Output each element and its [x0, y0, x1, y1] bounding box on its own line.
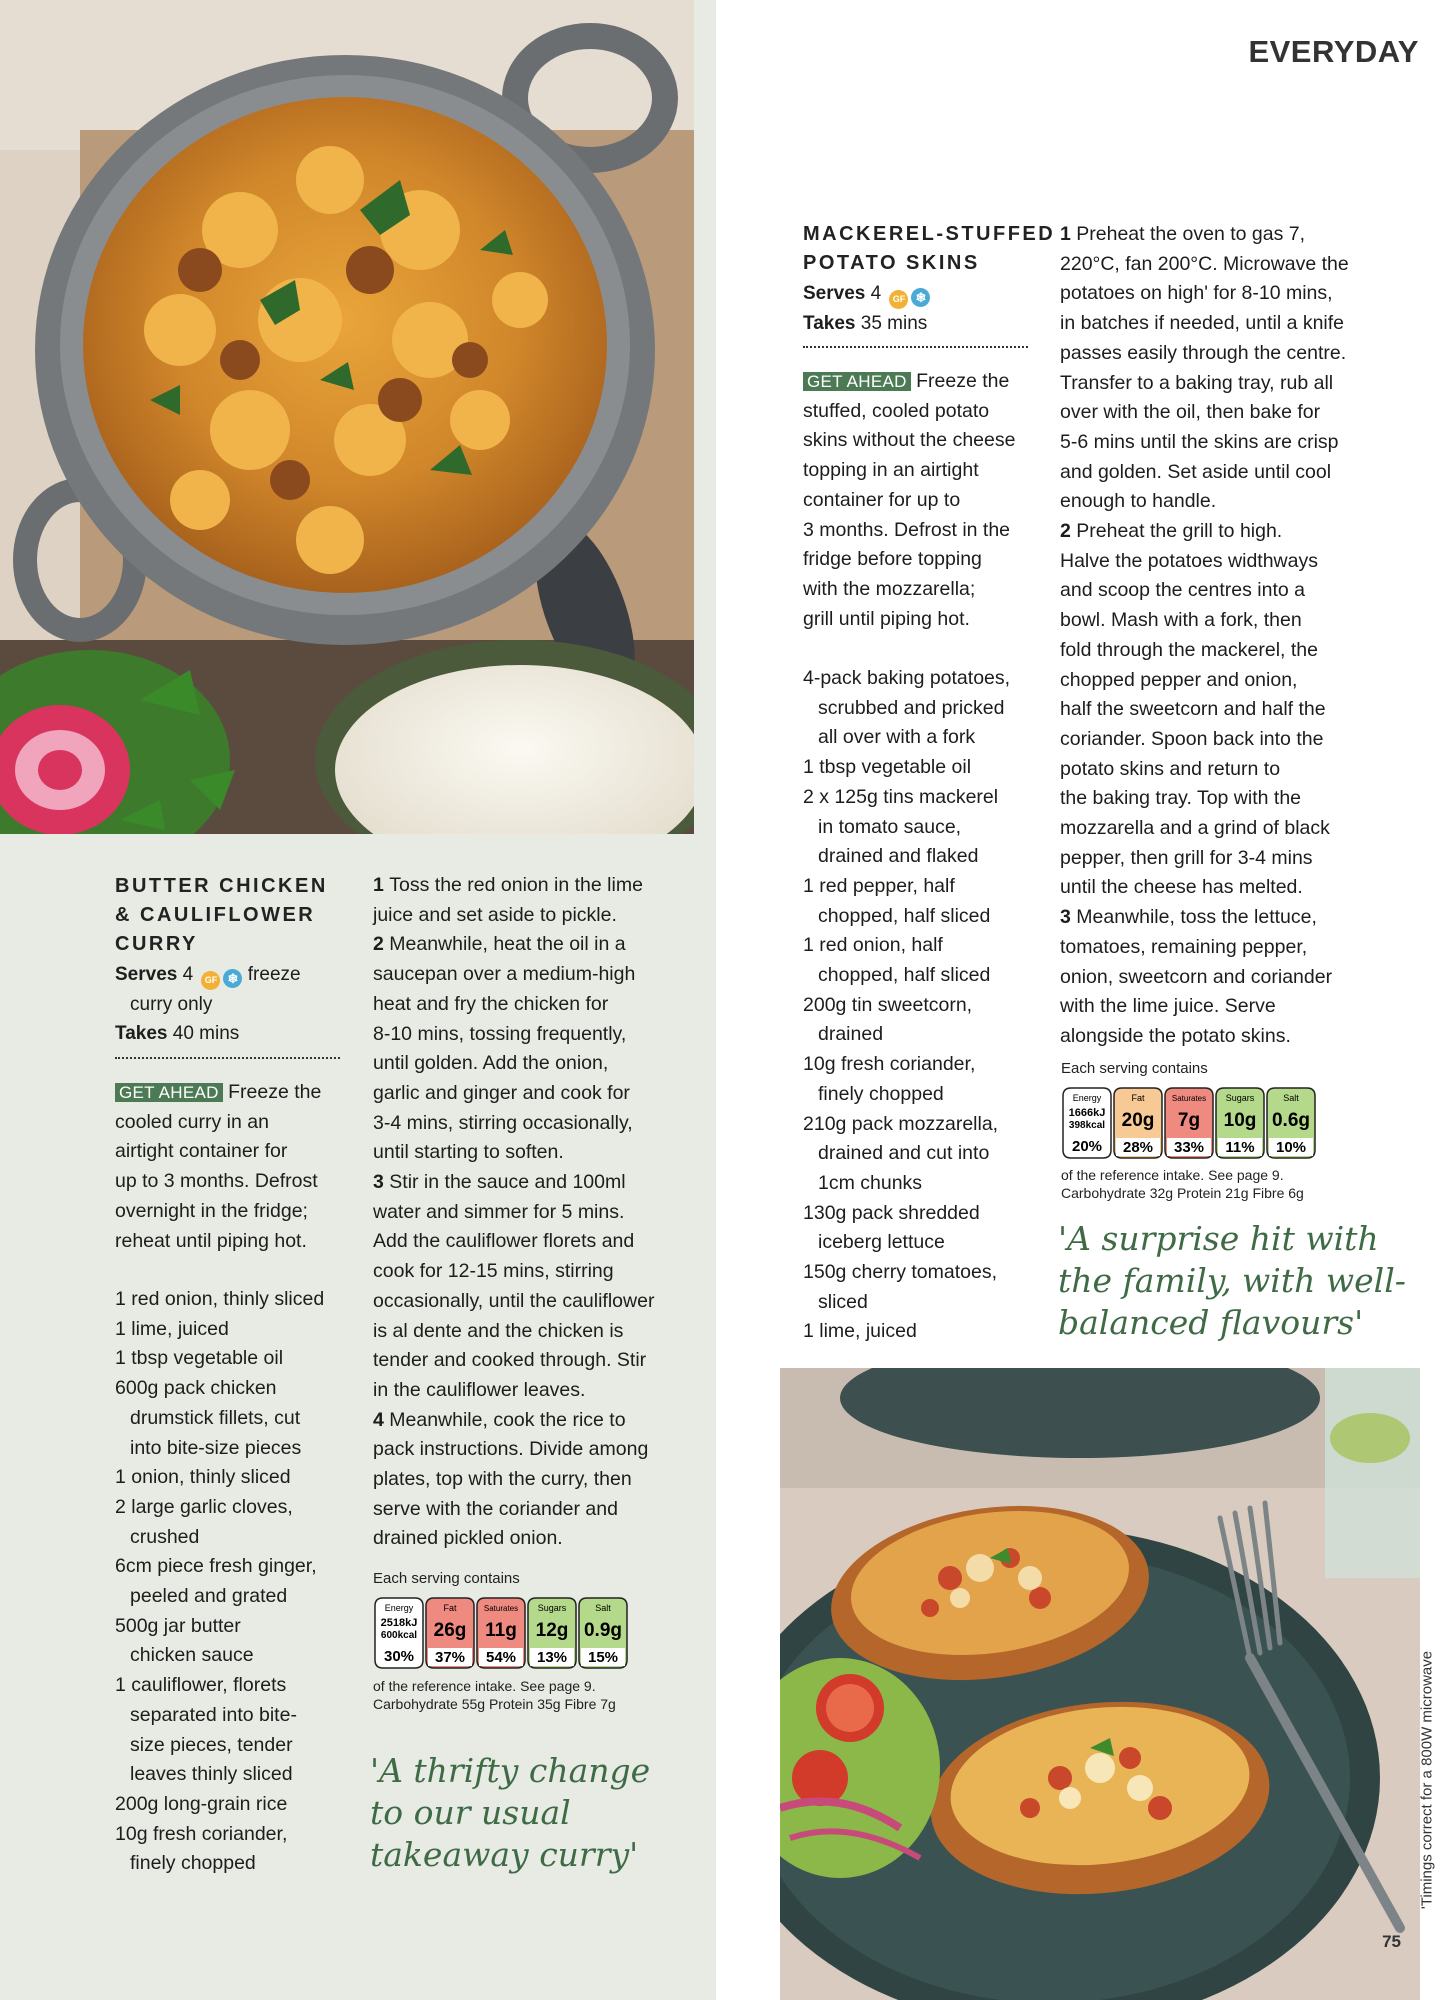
method-line [1060, 903, 1390, 933]
recipe2-get-ahead [803, 367, 1053, 634]
ingredient-item [115, 1493, 365, 1552]
method-line: onion, sweetcorn and coriander [1060, 965, 1333, 988]
ingredient-text: 6cm piece fresh ginger, [115, 1555, 317, 1578]
ingredient-text: 4-pack baking potatoes, [803, 667, 1011, 689]
get-ahead-text: up to 3 months. Defrost [115, 1170, 318, 1193]
method-line [1060, 220, 1390, 250]
method-line: water and simmer for 5 mins. [373, 1200, 625, 1223]
method-line: Add the cauliflower florets and [373, 1230, 635, 1253]
recipe1-serves-label: Serves [115, 964, 178, 985]
recipe1-get-ahead [115, 1078, 365, 1256]
recipe1-serves [115, 960, 365, 1048]
recipe2-title-line: POTATO SKINS [803, 252, 980, 274]
recipe2-quote [1058, 1218, 1408, 1344]
nutri-sug-pct: 11% [1225, 1139, 1255, 1156]
ingredient-text: chopped, half sliced [818, 904, 991, 927]
ingredient-text: leaves thinly sliced [130, 1763, 293, 1786]
nutri-salt-value: 0.6g [1271, 1110, 1311, 1131]
method-line: garlic and ginger and cook for [373, 1081, 630, 1104]
method-line [373, 1168, 703, 1198]
method-line: passes easily through the centre. [1060, 341, 1347, 364]
nutri-energy-label: Energy [1072, 1093, 1102, 1103]
ingredient-text: 200g long-grain rice [115, 1792, 288, 1815]
traffic-light-nutrition-svg [373, 1596, 633, 1670]
nutri-energy [1063, 1088, 1111, 1158]
ingredient-item [115, 1820, 365, 1879]
get-ahead-text: topping in an airtight [803, 459, 979, 482]
step-text: Preheat the grill to high. [1076, 520, 1283, 543]
ingredient-text: 1 lime, juiced [115, 1317, 229, 1340]
ingredient-text: 210g pack mozzarella, [803, 1112, 999, 1135]
method-line: pepper, then grill for 3-4 mins [1060, 846, 1313, 869]
ingredient-item [115, 1552, 365, 1611]
ingredient-text: peeled and grated [130, 1585, 288, 1608]
microwave-timing-note-text: 'Timings correct for a 800W microwave [1418, 1650, 1436, 1910]
method-line: chopped pepper and onion, [1060, 668, 1298, 691]
recipe1-takes-value: 40 mins [172, 1023, 240, 1044]
nutri-sugars [528, 1598, 576, 1668]
quote-line: 'A thrifty change [370, 1751, 651, 1790]
nutri-fat-value: 20g [1121, 1110, 1155, 1131]
ingredient-text: chicken sauce [130, 1644, 254, 1667]
method-line: over with the oil, then bake for [1060, 401, 1321, 424]
ingredient-text: 1 red onion, thinly sliced [115, 1288, 325, 1310]
method-line: and golden. Set aside until cool [1060, 460, 1332, 483]
method-line: until golden. Add the onion, [373, 1052, 609, 1075]
recipe1-quote [370, 1750, 700, 1876]
nutri-sat-label: Saturates [1171, 1094, 1207, 1103]
method-line: until the cheese has melted. [1060, 876, 1303, 899]
recipe1-serves-value: 4 [182, 964, 194, 985]
method-line: 3-4 mins, stirring occasionally, [373, 1111, 633, 1134]
ingredient-text: sliced [818, 1290, 868, 1313]
method-line [373, 930, 703, 960]
step-number: 1 [373, 874, 390, 896]
nutrition-footer-line: of the reference intake. See page 9. [1061, 1167, 1284, 1183]
page-number: 75 [1382, 1932, 1401, 1951]
ingredient-text: scrubbed and pricked [818, 696, 1005, 719]
ingredient-item [803, 1258, 1053, 1317]
method-line [373, 871, 703, 901]
nutri-sug-label: Sugars [1225, 1093, 1255, 1103]
nutri-fat-pct: 28% [1122, 1139, 1154, 1156]
step-text: Meanwhile, cook the rice to [389, 1408, 626, 1431]
ingredient-text: 500g jar butter [115, 1614, 241, 1637]
ingredient-text: 1 lime, juiced [803, 1320, 917, 1343]
get-ahead-text: airtight container for [115, 1140, 288, 1163]
nutri-sat-value: 11g [485, 1620, 517, 1641]
method-line: until starting to soften. [373, 1141, 564, 1164]
method-line: potatoes on high' for 8-10 mins, [1060, 282, 1333, 305]
ingredient-text: crushed [130, 1525, 200, 1548]
quote-line: takeaway curry' [370, 1835, 639, 1874]
method-line: juice and set aside to pickle. [373, 903, 617, 926]
get-ahead-text: reheat until piping hot. [115, 1229, 307, 1252]
recipe2-nutrition-heading: Each serving contains [1061, 1060, 1208, 1077]
ingredient-item [115, 1315, 365, 1345]
ingredient-text: 1 tbsp vegetable oil [803, 756, 972, 779]
nutri-sug-pct: 13% [536, 1649, 568, 1666]
nutri-sug-value: 12g [535, 1620, 569, 1641]
nutri-fat-value: 26g [433, 1620, 467, 1641]
ingredient-text: chopped, half sliced [818, 964, 991, 987]
step-number: 3 [1060, 906, 1077, 929]
gluten-free-badge-icon: GF [201, 971, 220, 990]
method-line: heat and fry the chicken for [373, 992, 609, 1015]
method-line: Transfer to a baking tray, rub all [1060, 371, 1334, 394]
quote-line: the family, with well- [1058, 1261, 1406, 1300]
method-line: tomatoes, remaining pepper, [1060, 935, 1308, 958]
recipe2-method [1060, 220, 1390, 1052]
nutri-energy-kj: 1666kJ [1068, 1107, 1106, 1119]
get-ahead-label: GET AHEAD [115, 1083, 223, 1102]
ingredient-text: 1 tbsp vegetable oil [115, 1347, 284, 1370]
nutri-energy-pct: 20% [1071, 1138, 1103, 1155]
ingredient-text: 130g pack shredded [803, 1201, 980, 1224]
nutri-energy-kcal: 398kcal [1068, 1120, 1106, 1131]
potato-skins-photo [780, 1368, 1420, 2000]
method-line: 5-6 mins until the skins are crisp [1060, 430, 1339, 453]
nutri-fat [1114, 1088, 1162, 1158]
ingredient-item [803, 991, 1053, 1050]
ingredient-text: 150g cherry tomatoes, [803, 1261, 998, 1284]
nutri-saturates [477, 1598, 525, 1668]
get-ahead-text: with the mozzarella; [803, 577, 976, 600]
nutri-sugars [1216, 1088, 1264, 1158]
nutri-energy-label: Energy [384, 1603, 414, 1613]
get-ahead-label: GET AHEAD [803, 372, 911, 391]
ingredient-text: finely chopped [818, 1082, 944, 1105]
nutri-energy [375, 1598, 423, 1668]
step-number: 2 [1060, 520, 1077, 543]
quote-line: balanced flavours' [1058, 1303, 1364, 1342]
method-line: saucepan over a medium-high [373, 963, 636, 986]
recipe2-ingredient-list [803, 664, 1053, 1347]
nutri-salt-pct: 10% [1275, 1139, 1307, 1156]
ingredient-text: 200g tin sweetcorn, [803, 993, 973, 1016]
recipe1-title-line: CURRY [115, 933, 198, 955]
step-number: 1 [1060, 223, 1077, 245]
nutri-salt-label: Salt [595, 1603, 611, 1613]
nutri-energy-pct: 30% [383, 1648, 415, 1665]
recipe2-takes-label: Takes [803, 313, 856, 334]
ingredient-item [115, 1285, 365, 1315]
butter-chicken-curry-photo [0, 0, 694, 834]
get-ahead-text: cooled curry in an [115, 1110, 269, 1133]
step-text: Meanwhile, toss the lettuce, [1076, 906, 1317, 929]
nutri-energy-kj: 2518kJ [380, 1617, 418, 1629]
nutri-salt-pct: 15% [587, 1649, 619, 1666]
ingredient-item [115, 1671, 365, 1790]
method-line: with the lime juice. Serve [1060, 995, 1276, 1018]
method-line: enough to handle. [1060, 490, 1217, 513]
nutri-fat [426, 1598, 474, 1668]
method-line: serve with the coriander and [373, 1497, 618, 1520]
microwave-timing-note [1417, 1570, 1437, 1990]
nutri-salt-label: Salt [1283, 1093, 1299, 1103]
step-text: Preheat the oven to gas 7, [1076, 223, 1306, 245]
ingredient-text: 2 large garlic cloves, [115, 1495, 293, 1518]
recipe2-title [803, 220, 1063, 278]
quote-line: 'A surprise hit with [1058, 1219, 1379, 1258]
quote-line: to our usual [370, 1793, 571, 1832]
recipe2-nutrition-label [1061, 1086, 1321, 1160]
method-line: and scoop the centres into a [1060, 579, 1305, 602]
ingredient-item [803, 931, 1053, 990]
nutri-sug-value: 10g [1223, 1110, 1257, 1131]
ingredient-item [803, 872, 1053, 931]
method-line: plates, top with the curry, then [373, 1468, 632, 1491]
ingredient-text: separated into bite- [130, 1703, 297, 1726]
method-line: in the cauliflower leaves. [373, 1378, 586, 1401]
recipe1-ingredient-list [115, 1285, 365, 1879]
method-line: mozzarella and a grind of black [1060, 817, 1330, 840]
method-line: alongside the potato skins. [1060, 1024, 1291, 1047]
ingredient-text: 2 x 125g tins mackerel [803, 785, 999, 808]
get-ahead-text: Freeze the [228, 1081, 322, 1103]
nutri-sat-pct: 54% [485, 1649, 517, 1666]
get-ahead-text: skins without the cheese [803, 429, 1016, 452]
nutri-fat-label: Fat [443, 1603, 457, 1613]
get-ahead-text: stuffed, cooled potato [803, 399, 990, 422]
recipe1-takes-label: Takes [115, 1023, 168, 1044]
ingredient-item [803, 1317, 1053, 1347]
recipe1-freeze-note: freeze [247, 964, 301, 985]
section-label: EVERYDAY [1248, 34, 1419, 69]
ingredient-text: drained [818, 1023, 884, 1046]
recipe2-nutrition-footer [1061, 1166, 1304, 1202]
get-ahead-text: Freeze the [916, 370, 1010, 392]
ingredient-text: all over with a fork [818, 726, 976, 749]
nutrition-footer-line: Carbohydrate 32g Protein 21g Fibre 6g [1061, 1185, 1304, 1201]
method-line: 8-10 mins, tossing frequently, [373, 1022, 627, 1045]
get-ahead-text: fridge before topping [803, 548, 982, 571]
recipe2-serves [803, 279, 1053, 338]
nutri-salt [1267, 1088, 1315, 1158]
snowflake-freeze-icon: ❄ [911, 288, 930, 307]
nutri-sat-label: Saturates [483, 1604, 519, 1613]
method-line: is al dente and the chicken is [373, 1319, 624, 1342]
nutri-fat-label: Fat [1131, 1093, 1145, 1103]
recipe1-title-line: & CAULIFLOWER [115, 904, 316, 926]
method-line: drained pickled onion. [373, 1527, 563, 1550]
ingredient-text: 1 cauliflower, florets [115, 1674, 287, 1697]
ingredient-item [115, 1790, 365, 1820]
nutri-fat-pct: 37% [434, 1649, 466, 1666]
method-line: Halve the potatoes widthways [1060, 549, 1318, 572]
ingredient-item [803, 1110, 1053, 1199]
get-ahead-text: container for up to [803, 488, 961, 511]
recipe2-takes-value: 35 mins [860, 313, 928, 334]
ingredient-text: into bite-size pieces [130, 1436, 302, 1459]
ingredient-text: size pieces, tender [130, 1733, 293, 1756]
recipe2-serves-label: Serves [803, 283, 866, 304]
recipe1-nutrition-label [373, 1596, 633, 1670]
ingredient-text: 10g fresh coriander, [803, 1053, 976, 1076]
ingredient-item [115, 1612, 365, 1671]
recipe2-title-line: MACKEREL-STUFFED [803, 223, 1056, 245]
ingredient-item [803, 1199, 1053, 1258]
ingredient-item [115, 1374, 365, 1463]
nutri-energy-kcal: 600kcal [380, 1630, 418, 1641]
nutrition-footer-line: of the reference intake. See page 9. [373, 1678, 596, 1694]
method-line: fold through the mackerel, the [1060, 638, 1318, 661]
ingredient-text: 600g pack chicken [115, 1377, 277, 1400]
method-line [373, 1406, 703, 1436]
nutri-saturates [1165, 1088, 1213, 1158]
ingredient-text: 1 onion, thinly sliced [115, 1466, 291, 1489]
ingredient-text: 1 red onion, half [803, 934, 943, 957]
ingredient-item [803, 664, 1053, 753]
recipe1-title-line: BUTTER CHICKEN [115, 875, 328, 897]
step-number: 4 [373, 1408, 390, 1431]
recipe1-dotted-divider [115, 1057, 340, 1059]
recipe1-method [373, 871, 703, 1554]
method-line: cook for 12-15 mins, stirring [373, 1260, 614, 1283]
ingredient-text: drained and cut into [818, 1142, 990, 1165]
recipe1-nutrition-footer [373, 1677, 616, 1713]
nutri-salt-value: 0.9g [583, 1620, 623, 1641]
method-line: half the sweetcorn and half the [1060, 698, 1326, 721]
method-line: the baking tray. Top with the [1060, 787, 1302, 810]
ingredient-text: iceberg lettuce [818, 1231, 945, 1254]
ingredient-text: drained and flaked [818, 845, 979, 868]
recipe1-freeze-note-2: curry only [130, 994, 213, 1015]
get-ahead-text: grill until piping hot. [803, 607, 970, 630]
step-number: 2 [373, 933, 390, 956]
get-ahead-text: 3 months. Defrost in the [803, 518, 1011, 541]
nutri-sat-pct: 33% [1173, 1139, 1205, 1156]
recipe2-serves-value: 4 [870, 283, 882, 304]
step-text: Meanwhile, heat the oil in a [389, 933, 626, 956]
step-text: Stir in the sauce and 100ml [389, 1171, 626, 1194]
ingredient-item [115, 1344, 365, 1374]
recipe1-title [115, 872, 365, 959]
ingredient-item [803, 783, 1053, 872]
ingredient-text: 1cm chunks [818, 1171, 923, 1194]
method-line: bowl. Mash with a fork, then [1060, 609, 1302, 632]
method-line: 220°C, fan 200°C. Microwave the [1060, 252, 1349, 275]
ingredient-text: finely chopped [130, 1852, 256, 1875]
method-line: coriander. Spoon back into the [1060, 727, 1324, 750]
method-line: in batches if needed, until a knife [1060, 312, 1345, 335]
method-line: pack instructions. Divide among [373, 1438, 649, 1461]
traffic-light-nutrition-svg [1061, 1086, 1321, 1160]
nutri-salt [579, 1598, 627, 1668]
curry-photo-illustration [0, 0, 694, 834]
ingredient-text: 1 red pepper, half [803, 874, 955, 897]
nutri-sug-label: Sugars [537, 1603, 567, 1613]
gluten-free-badge-icon: GF [889, 290, 908, 309]
ingredient-item [803, 753, 1053, 783]
nutrition-footer-line: Carbohydrate 55g Protein 35g Fibre 7g [373, 1696, 616, 1712]
method-line: potato skins and return to [1060, 757, 1281, 780]
ingredient-item [803, 1050, 1053, 1109]
ingredient-text: drumstick fillets, cut [130, 1406, 301, 1429]
potato-photo-illustration [780, 1368, 1420, 2000]
ingredient-item [115, 1463, 365, 1493]
method-line: tender and cooked through. Stir [373, 1349, 647, 1372]
nutri-sat-value: 7g [1177, 1110, 1201, 1131]
step-number: 3 [373, 1171, 390, 1194]
recipe2-dotted-divider [803, 346, 1028, 348]
method-line [1060, 517, 1390, 547]
get-ahead-text: overnight in the fridge; [115, 1199, 308, 1222]
ingredient-text: 10g fresh coriander, [115, 1822, 288, 1845]
ingredient-text: in tomato sauce, [818, 815, 962, 838]
method-line: occasionally, until the cauliflower [373, 1289, 655, 1312]
recipe1-nutrition-heading: Each serving contains [373, 1570, 520, 1587]
snowflake-freeze-icon: ❄ [223, 969, 242, 988]
step-text: Toss the red onion in the lime [389, 874, 643, 896]
